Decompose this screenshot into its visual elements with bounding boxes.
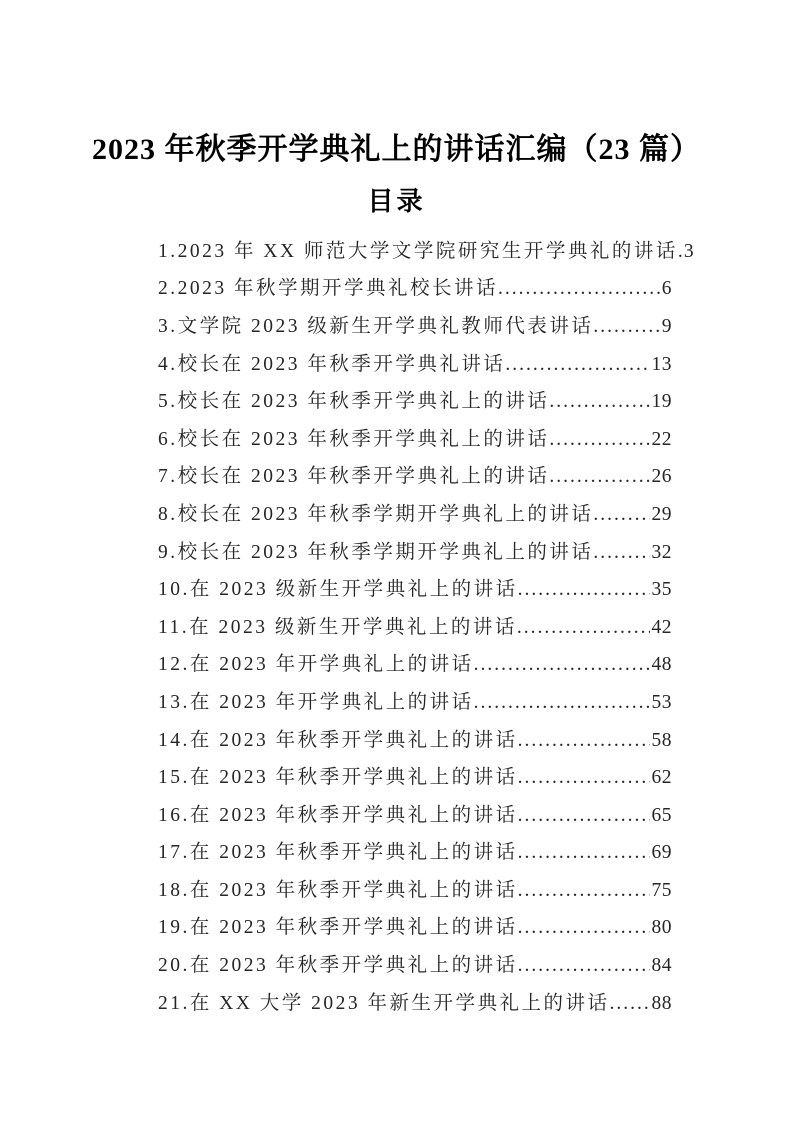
toc-entry-label: 16.在 2023 年秋季开学典礼上的讲话 — [158, 804, 518, 826]
toc-entry[interactable] — [158, 797, 672, 835]
toc-entry-page: 26 — [651, 466, 672, 488]
toc-dot-leader — [549, 458, 649, 496]
toc-entry-page: 29 — [651, 503, 672, 525]
toc-dot-leader — [549, 421, 649, 459]
toc-entry-label: 17.在 2023 年秋季开学典礼上的讲话 — [158, 842, 518, 864]
toc-entry-page: 22 — [651, 428, 672, 450]
toc-dot-leader — [505, 346, 649, 384]
toc-entry-page: 62 — [651, 767, 672, 789]
toc-entry-page: 32 — [651, 541, 672, 563]
toc-entry[interactable] — [158, 722, 672, 760]
toc-entry-label: 3.文学院 2023 级新生开学典礼教师代表讲话 — [158, 315, 594, 337]
toc-entry-label: 11.在 2023 级新生开学典礼上的讲话 — [158, 616, 517, 638]
toc-entry[interactable] — [158, 834, 672, 872]
toc-dot-leader — [518, 872, 650, 910]
toc-dot-leader — [610, 985, 650, 1023]
toc-dot-leader — [518, 571, 650, 609]
toc-dot-leader — [517, 609, 650, 647]
toc-entry-page: 13 — [651, 353, 672, 375]
toc-dot-leader — [518, 797, 650, 835]
toc-entry[interactable] — [158, 458, 672, 496]
toc-entry-label: 19.在 2023 年秋季开学典礼上的讲话 — [158, 917, 518, 939]
toc-heading: 目录 — [367, 187, 426, 216]
toc-entry-label: 21.在 XX 大学 2023 年新生开学典礼上的讲话 — [158, 992, 610, 1014]
toc-entry-label: 15.在 2023 年秋季开学典礼上的讲话 — [158, 767, 518, 789]
toc-entry-label: 5.校长在 2023 年秋季开学典礼上的讲话 — [158, 391, 550, 413]
toc-dot-leader — [474, 684, 650, 722]
toc-dot-leader — [498, 270, 660, 308]
toc-entry-label: 4.校长在 2023 年秋季开学典礼讲话 — [158, 353, 506, 375]
toc-entry[interactable] — [158, 985, 672, 1023]
toc-entry[interactable] — [158, 270, 672, 308]
toc-entry-page: 42 — [651, 616, 672, 638]
toc-entry-label: 20.在 2023 年秋季开学典礼上的讲话 — [158, 955, 518, 977]
toc-entry-page: 58 — [651, 729, 672, 751]
toc-entry-label: 18.在 2023 年秋季开学典礼上的讲话 — [158, 879, 518, 901]
toc-entry-label: 2.2023 年秋学期开学典礼校长讲话 — [158, 278, 499, 300]
toc-entry-label: 6.校长在 2023 年秋季开学典礼上的讲话 — [158, 428, 550, 450]
toc-list — [158, 233, 695, 1022]
toc-dot-leader — [518, 909, 650, 947]
toc-dot-leader — [474, 646, 650, 684]
toc-dot-leader — [549, 383, 649, 421]
toc-entry[interactable] — [158, 872, 672, 910]
toc-entry-label: 13.在 2023 年开学典礼上的讲话 — [158, 691, 474, 713]
toc-entry-page: 19 — [651, 391, 672, 413]
toc-entry-page: 48 — [651, 654, 672, 676]
toc-entry-label: 14.在 2023 年秋季开学典礼上的讲话 — [158, 729, 518, 751]
toc-entry-page: 6 — [661, 278, 672, 300]
toc-entry-label: 1.2023 年 XX 师范大学文学院研究生开学典礼的讲话 — [158, 240, 678, 262]
toc-entry-page: 35 — [651, 579, 672, 601]
toc-entry-page: 69 — [651, 842, 672, 864]
toc-entry-page: 88 — [651, 992, 672, 1014]
toc-dot-leader — [593, 534, 649, 572]
toc-entry[interactable] — [158, 534, 672, 572]
toc-dot-leader — [593, 308, 659, 346]
toc-entry[interactable] — [158, 684, 672, 722]
toc-entry-page: 9 — [661, 315, 672, 337]
toc-entry-page: 84 — [651, 955, 672, 977]
toc-entry-page: 75 — [651, 879, 672, 901]
document-title: 2023 年秋季开学典礼上的讲话汇编（23 篇） — [92, 133, 701, 166]
toc-dot-leader — [593, 496, 649, 534]
toc-dot-leader — [518, 759, 650, 797]
toc-entry-label: 9.校长在 2023 年秋季学期开学典礼上的讲话 — [158, 541, 594, 563]
toc-entry[interactable] — [158, 571, 672, 609]
toc-entry[interactable] — [158, 233, 695, 271]
toc-entry[interactable] — [158, 346, 672, 384]
toc-entry-page: 65 — [651, 804, 672, 826]
toc-entry[interactable] — [158, 609, 672, 647]
toc-entry[interactable] — [158, 909, 672, 947]
toc-entry-page: 53 — [651, 691, 672, 713]
toc-dot-leader — [518, 834, 650, 872]
toc-dot-leader — [518, 722, 650, 760]
toc-entry[interactable] — [158, 646, 672, 684]
toc-entry[interactable] — [158, 308, 672, 346]
toc-entry[interactable] — [158, 759, 672, 797]
toc-entry[interactable] — [158, 421, 672, 459]
toc-entry-label: 10.在 2023 级新生开学典礼上的讲话 — [158, 579, 518, 601]
toc-entry-label: 12.在 2023 年开学典礼上的讲话 — [158, 654, 474, 676]
toc-entry[interactable] — [158, 947, 672, 985]
toc-entry[interactable] — [158, 496, 672, 534]
toc-entry-page: 80 — [651, 917, 672, 939]
toc-entry-label: 7.校长在 2023 年秋季开学典礼上的讲话 — [158, 466, 550, 488]
toc-entry-label: 8.校长在 2023 年秋季学期开学典礼上的讲话 — [158, 503, 594, 525]
toc-entry[interactable] — [158, 383, 672, 421]
toc-entry-page: 3 — [683, 240, 695, 262]
toc-dot-leader — [518, 947, 650, 985]
